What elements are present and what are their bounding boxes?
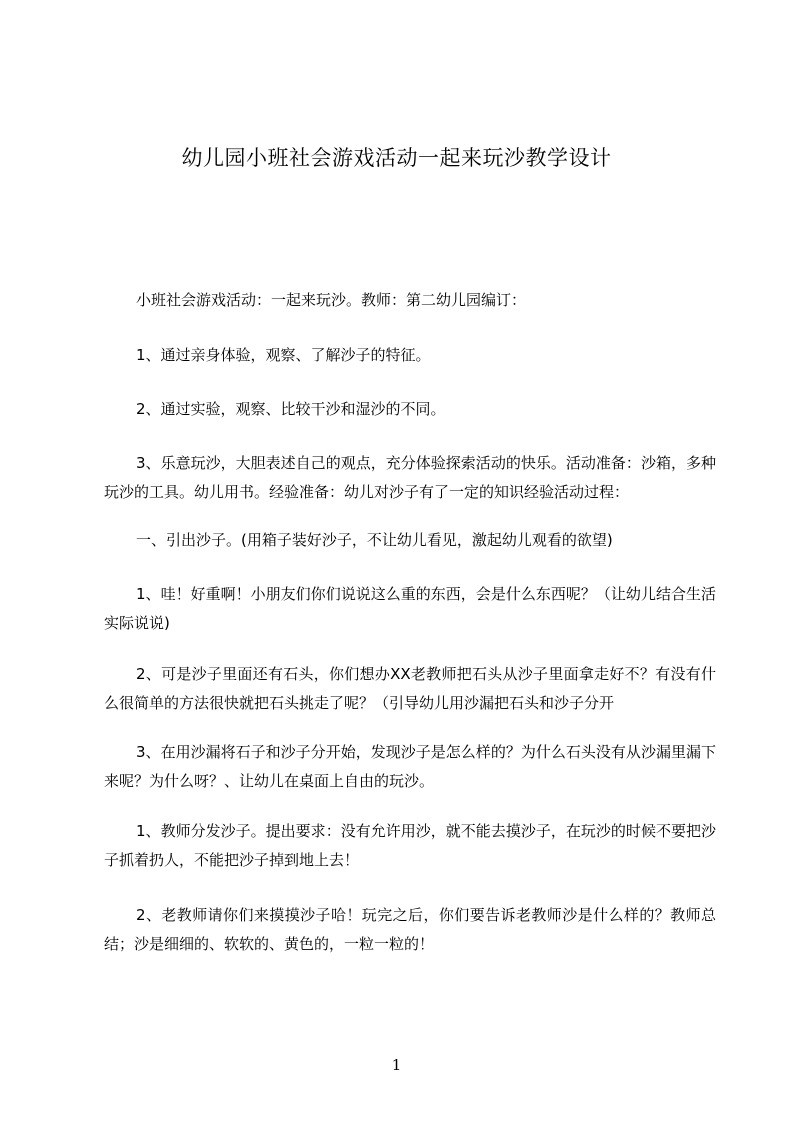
paragraph: 1、教师分发沙子。提出要求：没有允许用沙，就不能去摸沙子，在玩沙的时候不要把沙子抓着扔人，不能把沙子掉到地上去！ — [104, 822, 716, 869]
paragraph: 1、哇！好重啊！小朋友们你们说说这么重的东西，会是什么东西呢？（让幼儿结合生活实际说说) — [104, 585, 716, 632]
paragraph: 2、通过实验，观察、比较干沙和湿沙的不同。 — [136, 400, 446, 418]
paragraph: 2、可是沙子里面还有石头，你们想办XX老教师把石头从沙子里面拿走好不？有没有什么很简单的方法很快就把石头挑走了呢？（引导幼儿用沙漏把石头和沙子分开 — [104, 665, 716, 712]
page-number: 1 — [391, 1056, 402, 1074]
paragraph: 1、通过亲身体验，观察、了解沙子的特征。 — [136, 346, 431, 364]
paragraph: 小班社会游戏活动：一起来玩沙。教师：第二幼儿园编订： — [136, 291, 527, 309]
paragraph: 3、在用沙漏将石子和沙子分开始，发现沙子是怎么样的？为什么石头没有从沙漏里漏下来呢？为什么呀？、让幼儿在桌面上自由的玩沙。 — [104, 743, 716, 790]
document-title: 幼儿园小班社会游戏活动一起来玩沙教学设计 — [181, 146, 612, 170]
paragraph: 2、老教师请你们来摸摸沙子哈！玩完之后，你们要告诉老教师沙是什么样的？教师总结；沙是细细的、软软的、黄色的，一粒一粒的！ — [104, 906, 716, 953]
paragraph: 一、引出沙子。(用箱子装好沙子，不让幼儿看见，激起幼儿观看的欲望) — [136, 531, 613, 549]
paragraph: 3、乐意玩沙，大胆表述自己的观点，充分体验探索活动的快乐。活动准备：沙箱，多种玩沙的工具。幼儿用书。经验准备：幼儿对沙子有了一定的知识经验活动过程： — [104, 454, 716, 501]
